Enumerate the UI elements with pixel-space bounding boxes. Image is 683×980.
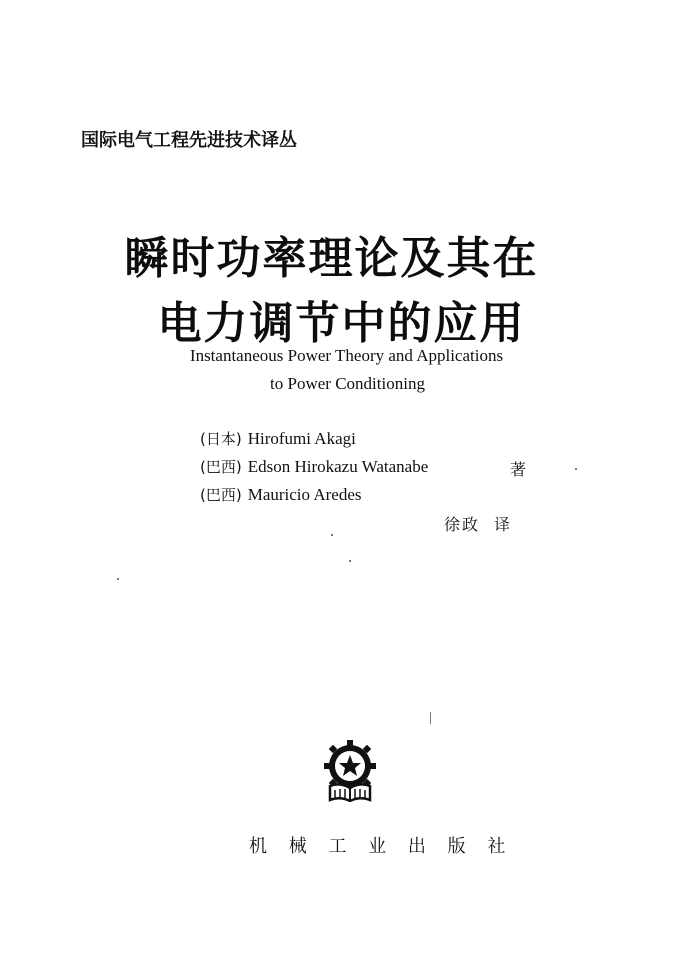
author-country: (日本) xyxy=(200,430,242,448)
author-name: Edson Hirokazu Watanabe xyxy=(247,457,429,476)
author-row xyxy=(200,484,362,505)
book-title-cn-line1: 瞬时功率理论及其在 xyxy=(124,233,539,284)
publisher-emblem-icon xyxy=(322,740,378,802)
scan-speck xyxy=(430,712,431,724)
book-title-en-line1: Instantaneous Power Theory and Applications xyxy=(189,346,504,365)
scan-speck xyxy=(349,560,351,562)
author-role: 著 xyxy=(510,460,527,479)
author-country: (巴西) xyxy=(200,486,242,504)
author-name: Mauricio Aredes xyxy=(247,485,362,504)
series-title: 国际电气工程先进技术译丛 xyxy=(81,130,297,151)
book-title-cn-line2: 电力调节中的应用 xyxy=(157,298,526,349)
author-country: (巴西) xyxy=(200,458,242,476)
translator-role: 译 xyxy=(494,515,513,534)
author-name: Hirofumi Akagi xyxy=(247,429,356,448)
scan-speck xyxy=(575,468,577,470)
publisher-name: 机 械 工 业 出 版 社 xyxy=(249,836,514,857)
scan-speck xyxy=(117,578,119,580)
author-row xyxy=(200,428,356,449)
book-title-en-line2: to Power Conditioning xyxy=(270,374,425,393)
translator-credit xyxy=(444,512,512,535)
author-row xyxy=(200,456,428,477)
scan-speck xyxy=(331,534,333,536)
translator-name: 徐政 xyxy=(444,515,481,534)
